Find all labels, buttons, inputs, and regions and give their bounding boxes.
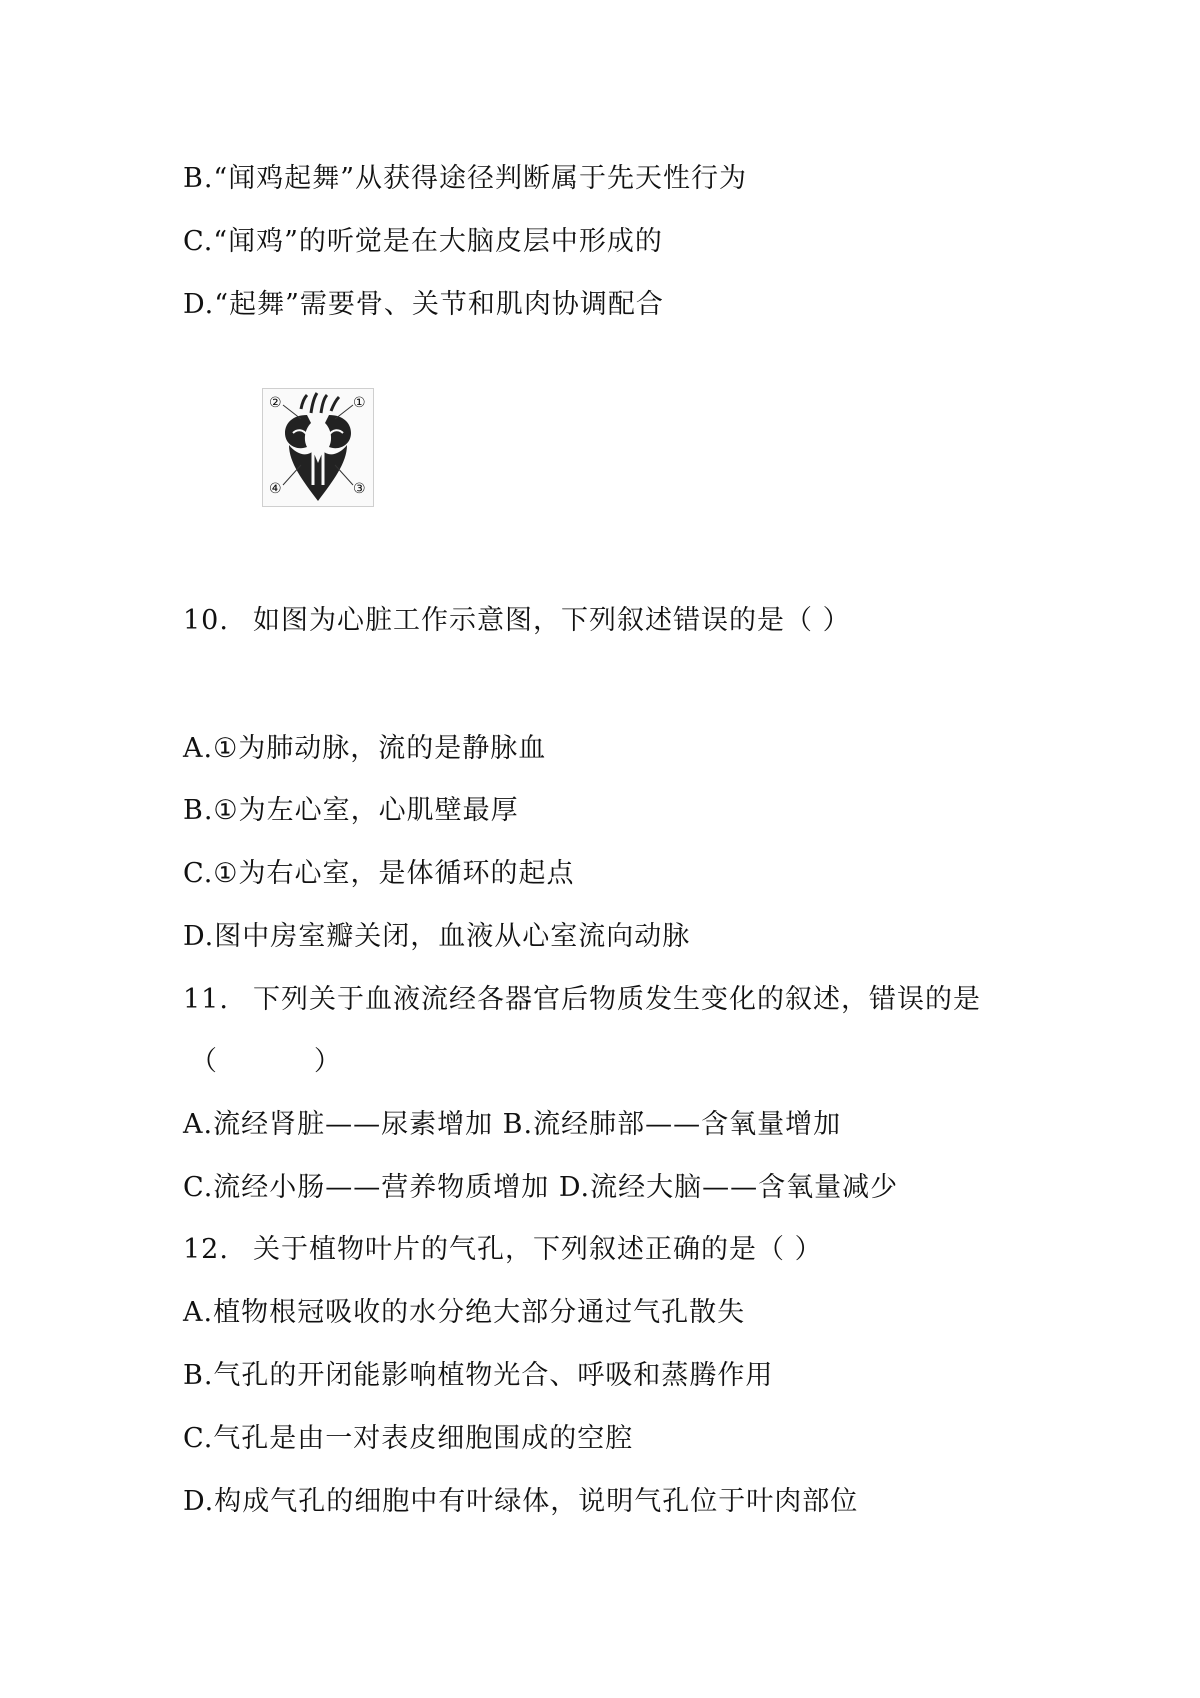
question-12-number: 12. — [183, 1234, 229, 1265]
question-10-number: 10. — [183, 605, 229, 636]
q10-option-d: D.图中房室瓣关闭，血液从心室流向动脉 — [183, 921, 691, 952]
option-b-prev: B.“闻鸡起舞”从获得途径判断属于先天性行为 — [183, 163, 748, 194]
option-c-prev: C.“闻鸡”的听觉是在大脑皮层中形成的 — [183, 226, 663, 257]
q12-option-a: A.植物根冠吸收的水分绝大部分通过气孔散失 — [183, 1297, 746, 1328]
question-11 — [183, 982, 981, 1018]
question-11-number: 11. — [183, 984, 229, 1015]
question-11-stem: 下列关于血液流经各器官后物质发生变化的叙述，错误的是 — [253, 984, 981, 1015]
q11-options-cd: C.流经小肠——营养物质增加 D.流经大脑——含氧量减少 — [183, 1172, 899, 1203]
heart-diagram — [262, 388, 374, 507]
question-12-stem: 关于植物叶片的气孔，下列叙述正确的是（ ） — [253, 1234, 823, 1265]
heart-diagram-drawing — [263, 389, 373, 506]
option-d-prev: D.“起舞”需要骨、关节和肌肉协调配合 — [183, 289, 664, 320]
q10-option-a: A.①为肺动脉，流的是静脉血 — [183, 733, 547, 764]
q12-option-c: C.气孔是由一对表皮细胞围成的空腔 — [183, 1423, 634, 1454]
question-12 — [183, 1232, 823, 1268]
question-10-stem: 如图为心脏工作示意图，下列叙述错误的是（ ） — [253, 605, 851, 636]
label-4: ④ — [269, 481, 282, 497]
q12-option-b: B.气孔的开闭能影响植物光合、呼吸和蒸腾作用 — [183, 1360, 774, 1391]
q12-option-d: D.构成气孔的细胞中有叶绿体，说明气孔位于叶肉部位 — [183, 1486, 859, 1517]
label-3: ③ — [353, 481, 366, 497]
q10-option-b: B.①为左心室，心肌壁最厚 — [183, 795, 519, 826]
q11-options-ab: A.流经肾脏——尿素增加 B.流经肺部——含氧量增加 — [183, 1109, 842, 1140]
q10-option-c: C.①为右心室，是体循环的起点 — [183, 858, 575, 889]
question-10 — [183, 603, 851, 639]
label-1: ① — [353, 395, 366, 411]
label-2: ② — [269, 395, 282, 411]
q11-answer-blank: （ ） — [190, 1046, 342, 1077]
